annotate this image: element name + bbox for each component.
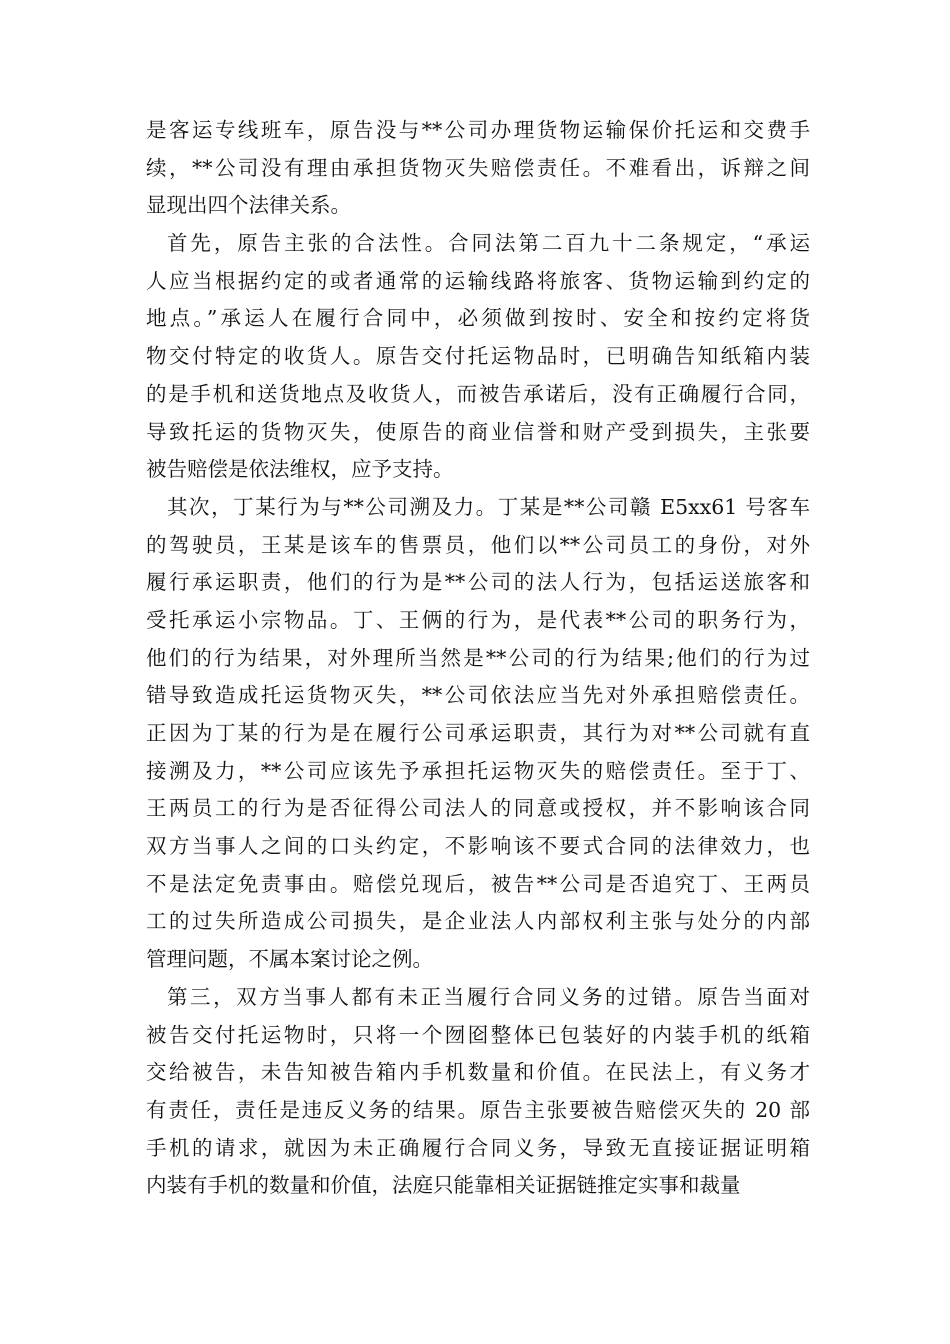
text-line: 双方当事人之间的口头约定，不影响该不要式合同的法律效力，也	[146, 834, 810, 859]
text-line: 内装有手机的数量和价值，法庭只能靠相关证据链推定实事和裁量	[146, 1173, 741, 1198]
text-line: 显现出四个法律关系。	[146, 193, 351, 218]
paragraph	[146, 112, 810, 225]
text-line: 的驾驶员，王某是该车的售票员，他们以**公司员工的身份，对外	[146, 532, 810, 557]
text-line: 导致托运的货物灭失，使原告的商业信誉和财产受到损失，主张要	[146, 419, 810, 444]
text-line: 管理问题，不属本案讨论之例。	[146, 947, 433, 972]
text-line: 工的过失所造成公司损失，是企业法人内部权利主张与处分的内部	[146, 909, 810, 934]
text-line: 物交付特定的收货人。原告交付托运物品时，已明确告知纸箱内装	[146, 344, 810, 369]
text-line: 他们的行为结果，对外理所当然是**公司的行为结果;他们的行为过	[146, 645, 810, 670]
text-line: 手机的请求，就因为未正确履行合同义务，导致无直接证据证明箱	[146, 1135, 810, 1160]
paragraph	[146, 489, 810, 979]
text-line: 其次，丁某行为与**公司溯及力。丁某是**公司赣 E5xx61 号客车	[167, 494, 810, 519]
text-line: 是客运专线班车，原告没与**公司办理货物运输保价托运和交费手	[146, 118, 810, 142]
text-line: 接溯及力，**公司应该先予承担托运物灭失的赔偿责任。至于丁、	[146, 758, 810, 783]
text-line: 错导致造成托运货物灭失，**公司依法应当先对外承担赔偿责任。	[146, 683, 810, 708]
text-line: 有责任，责任是违反义务的结果。原告主张要被告赔偿灭失的 20 部	[146, 1097, 810, 1122]
text-line: 履行承运职责，他们的行为是**公司的法人行为，包括运送旅客和	[146, 570, 810, 595]
text-line: 受托承运小宗物品。丁、王俩的行为，是代表**公司的职务行为，	[146, 607, 810, 632]
document-body	[146, 112, 810, 1205]
text-line: 正因为丁某的行为是在履行公司承运职责，其行为对**公司就有直	[146, 721, 810, 745]
paragraph	[146, 225, 810, 489]
text-line: 第三，双方当事人都有未正当履行合同义务的过错。原告当面对	[167, 984, 810, 1009]
text-line: 被告赔偿是依法维权，应予支持。	[146, 457, 454, 482]
text-line: 的是手机和送货地点及收货人，而被告承诺后，没有正确履行合同，	[146, 381, 810, 406]
text-line: 不是法定免责事由。赔偿兑现后，被告**公司是否追究丁、王两员	[146, 871, 810, 896]
paragraph	[146, 979, 810, 1205]
text-line: 地点。”承运人在履行合同中，必须做到按时、安全和按约定将货	[146, 306, 810, 331]
text-line: 人应当根据约定的或者通常的运输线路将旅客、货物运输到约定的	[146, 268, 810, 293]
text-line: 续，**公司没有理由承担货物灭失赔偿责任。不难看出，诉辩之间	[146, 155, 810, 180]
text-line: 王两员工的行为是否征得公司法人的同意或授权，并不影响该合同	[146, 796, 810, 821]
text-line: 交给被告，未告知被告箱内手机数量和价值。在民法上，有义务才	[146, 1060, 810, 1085]
text-line: 首先，原告主张的合法性。合同法第二百九十二条规定，“承运	[167, 231, 810, 256]
text-line: 被告交付托运物时，只将一个囫囵整体已包装好的内装手机的纸箱	[146, 1022, 810, 1047]
